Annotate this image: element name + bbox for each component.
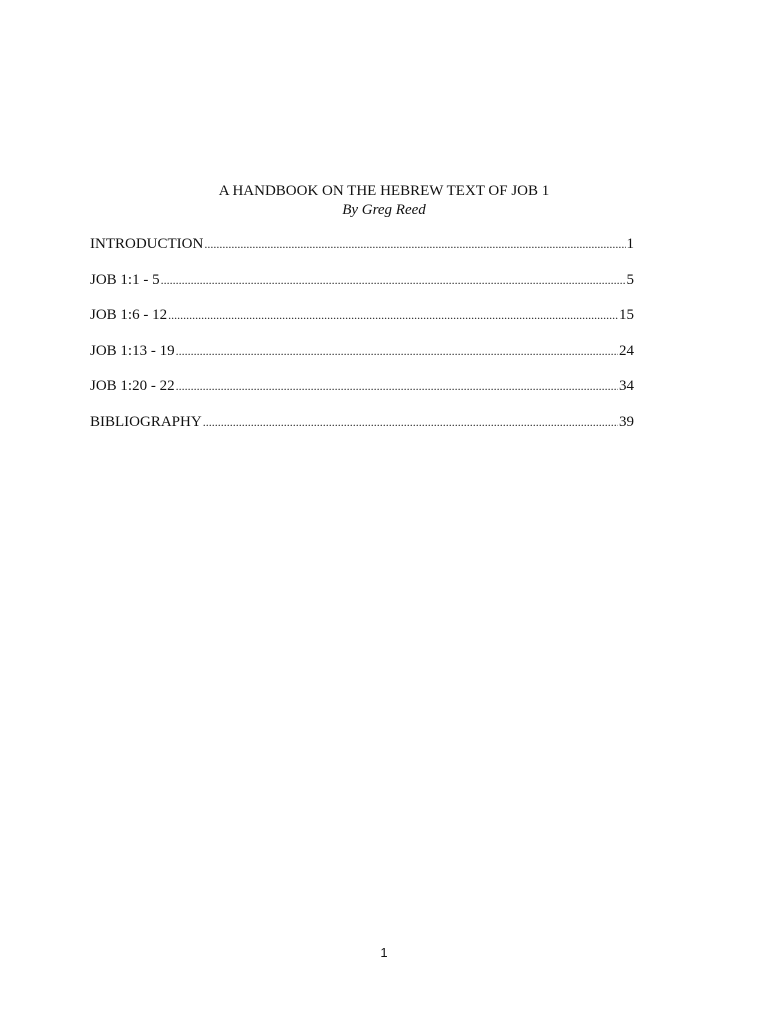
toc-leader-dots	[176, 377, 618, 396]
toc-entry-job-1-6-12[interactable]	[90, 306, 634, 342]
document-title: A HANDBOOK ON THE HEBREW TEXT OF JOB 1	[218, 183, 550, 199]
toc-entry-label: JOB 1:1 - 5	[90, 271, 160, 288]
toc-entry-label: BIBLIOGRAPHY	[90, 413, 202, 430]
toc-leader-dots	[168, 306, 618, 325]
toc-entry-label: JOB 1:6 - 12	[90, 307, 168, 324]
toc-entry-job-1-13-19[interactable]	[90, 342, 634, 378]
page-number: 1	[380, 945, 388, 960]
toc-entry-job-1-1-5[interactable]	[90, 271, 634, 307]
toc-entry-page: 24	[619, 342, 634, 359]
toc-entry-page: 1	[626, 236, 634, 252]
toc-leader-dots	[203, 413, 618, 432]
toc-entry-label: JOB 1:20 - 22	[90, 378, 175, 395]
toc-entry-introduction[interactable]	[90, 235, 634, 271]
toc-entry-label: JOB 1:13 - 19	[90, 342, 175, 359]
toc-entry-job-1-20-22[interactable]	[90, 377, 634, 413]
toc-entry-page: 15	[619, 307, 634, 324]
toc-entry-page: 39	[619, 413, 634, 430]
toc-entry-page: 34	[619, 378, 634, 395]
document-author: By Greg Reed	[342, 202, 426, 218]
toc-leader-dots	[204, 235, 625, 254]
table-of-contents	[90, 235, 634, 449]
toc-leader-dots	[176, 342, 618, 361]
toc-entry-bibliography[interactable]	[90, 413, 634, 449]
toc-entry-page: 5	[626, 271, 634, 288]
toc-leader-dots	[161, 271, 626, 290]
toc-entry-label: INTRODUCTION	[90, 236, 204, 252]
